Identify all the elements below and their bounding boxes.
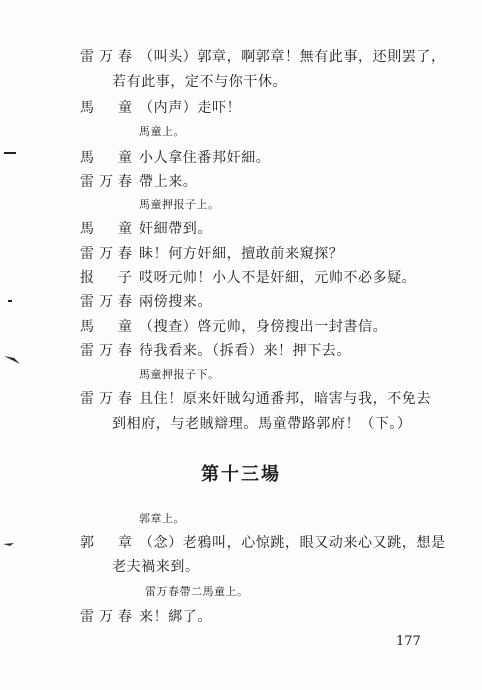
speech-text: 待我看来。（拆看）来！押下去。 [139, 343, 351, 359]
scan-mark [8, 300, 12, 302]
speaker-name: 报 子 [80, 270, 132, 286]
speaker-name: 馬 童 [80, 150, 132, 166]
scan-mark [4, 152, 16, 154]
speaker-name: 馬 童 [80, 221, 132, 237]
speech-text: 奸細帶到。 [139, 221, 212, 237]
stage-direction-text: 馬童上。 [139, 125, 185, 138]
speech-text: 若有此事，定不与你干休。 [112, 74, 288, 90]
stage-direction-text: 馬童押报子上。 [139, 198, 220, 211]
scan-mark [2, 540, 16, 548]
stage-direction-text: 馬童押报子下。 [139, 368, 220, 381]
speech-text: 且住！原来奸賊勾通番邦，暗害与我，不免去 [139, 391, 431, 407]
speaker-name: 雷万春 [80, 343, 132, 359]
speech-text: 兩傍搜来。 [139, 294, 212, 310]
speech-text: 哎呀元帅！小人不是奸細，元帅不必多疑。 [139, 270, 417, 286]
speech-text: 来！綁了。 [139, 609, 212, 625]
speaker-name: 馬 童 [80, 319, 132, 335]
speaker-name: 馬 童 [80, 100, 132, 116]
speaker-name: 雷万春 [80, 294, 132, 310]
stage-direction-text: 雷万春帶二馬童上。 [145, 585, 249, 598]
scan-mark [2, 350, 22, 366]
speech-text: （叫头）郭章，啊郭章！無有此事，还則罢了， [139, 49, 446, 65]
speech-text: 眛！何方奸細，擅敢前来窺探？ [139, 246, 344, 262]
speech-text: 到相府，与老賊辯理。馬童帶路郭府！（下。） [112, 416, 412, 432]
speaker-name: 雷万春 [80, 609, 132, 625]
speech-text: 小人拿住番邦奸細。 [139, 150, 271, 166]
speech-text: （念）老鴉叫，心惊跳，眼又动来心又跳，想是 [139, 535, 446, 551]
speaker-name: 雷万春 [80, 174, 132, 190]
speaker-name: 雷万春 [80, 391, 132, 407]
speech-text: （内声）走吓！ [139, 100, 242, 116]
speech-text: （搜查）啓元帅，身傍搜出一封書信。 [139, 319, 388, 335]
speaker-name: 郭 章 [80, 535, 132, 551]
page-number: 177 [396, 634, 421, 649]
speaker-name: 雷万春 [80, 49, 132, 65]
speech-text: 老夫禍来到。 [112, 559, 200, 575]
stage-direction-text: 郭章上。 [139, 512, 185, 525]
speaker-name: 雷万春 [80, 246, 132, 262]
scene-title: 第十三場 [201, 464, 281, 485]
speech-text: 帶上来。 [139, 174, 198, 190]
